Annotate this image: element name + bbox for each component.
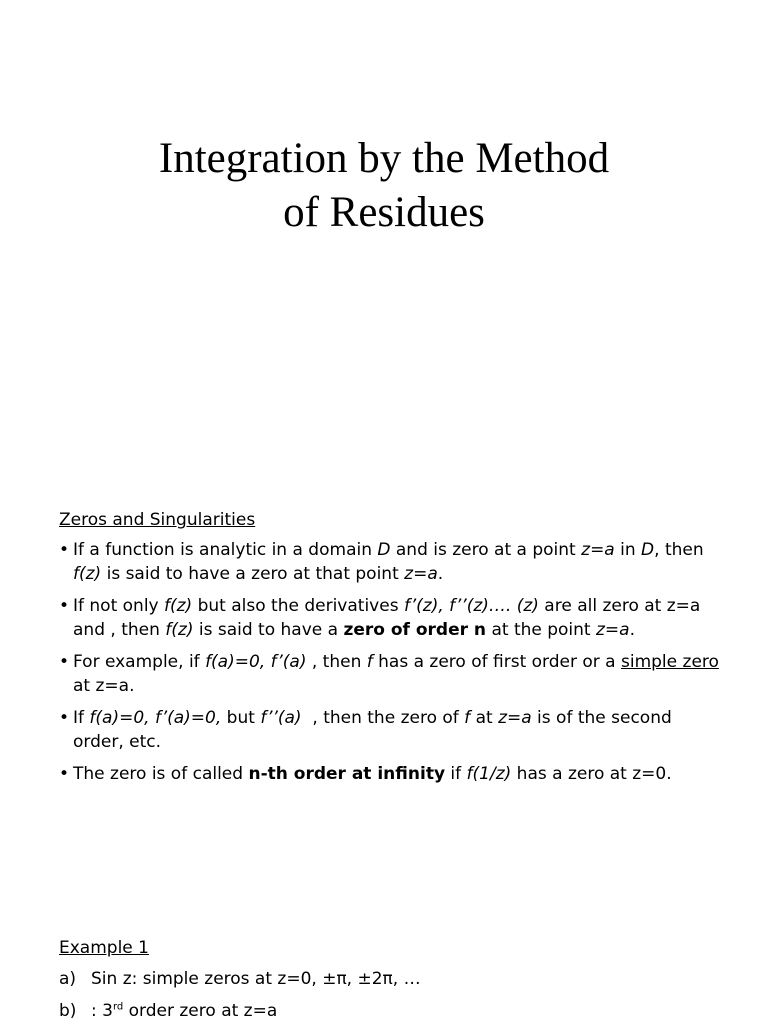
text: , then — [654, 540, 704, 560]
section-heading: Zeros and Singularities — [59, 510, 256, 530]
text: . — [437, 564, 444, 584]
text: are all zero at z=a and , then — [73, 596, 701, 640]
text: , then the zero of — [301, 708, 465, 728]
bold-term: zero of order n — [343, 620, 487, 640]
bullet-item — [59, 706, 719, 754]
example-text: Sin z: simple zeros at z=0, ±π, ±2π, … — [91, 969, 421, 989]
bullet-item — [59, 762, 719, 786]
bullet-item — [59, 594, 719, 642]
math-term: f(a)=0, f’(a) — [205, 652, 307, 672]
math-term: f’’(a) — [260, 708, 302, 728]
bullet-list — [59, 538, 719, 794]
text: order zero at z=a — [123, 1001, 278, 1021]
math-term: f — [464, 708, 471, 728]
title-line-1: Integration by the Method — [158, 135, 610, 182]
bullet-item — [59, 538, 719, 586]
text: , then — [306, 652, 367, 672]
text: but also the derivatives — [192, 596, 404, 616]
text: has a zero at z=0. — [511, 764, 672, 784]
example-item — [59, 967, 719, 991]
text: but — [221, 708, 261, 728]
text: The zero is of called — [73, 764, 249, 784]
text: If not only — [73, 596, 165, 616]
text: in — [614, 540, 642, 560]
math-term: z=a — [498, 708, 532, 728]
text: : 3 — [91, 1001, 113, 1021]
example-text — [91, 999, 277, 1023]
math-term: f — [366, 652, 373, 672]
math-term: D — [377, 540, 391, 560]
text: If a function is analytic in a domain — [73, 540, 378, 560]
superscript: rd — [112, 1001, 124, 1013]
title-line-2: of Residues — [283, 189, 485, 236]
text: and is zero at a point — [390, 540, 582, 560]
text: at — [470, 708, 499, 728]
text: is said to have a — [193, 620, 344, 640]
math-term: f(a)=0, f’(a)=0, — [89, 708, 222, 728]
math-term: z=a — [581, 540, 615, 560]
text: at z=a. — [73, 676, 135, 696]
math-term: z=a — [596, 620, 630, 640]
text: For example, if — [73, 652, 206, 672]
math-term: D — [641, 540, 655, 560]
example-item — [59, 999, 719, 1023]
math-term: f’(z), f’’(z)…. (z) — [403, 596, 539, 616]
text: if — [445, 764, 467, 784]
bullet-item — [59, 650, 719, 698]
text: is said to have a zero at that point — [101, 564, 405, 584]
title-slide — [0, 0, 768, 460]
slide-title — [0, 132, 768, 240]
text: at the point — [486, 620, 596, 640]
math-term: f(z) — [73, 564, 102, 584]
math-term: f(1/z) — [466, 764, 512, 784]
text: has a zero of first order or a — [372, 652, 621, 672]
example-list — [59, 967, 719, 1031]
math-term: z=a — [404, 564, 438, 584]
example-heading: Example 1 — [59, 938, 149, 958]
item-marker: a) — [59, 969, 77, 989]
underlined-term: simple zero — [621, 652, 719, 672]
text: . — [629, 620, 635, 640]
item-marker: b) — [59, 1001, 77, 1021]
text: If — [73, 708, 90, 728]
math-term: f(z) — [165, 620, 194, 640]
math-term: f(z) — [164, 596, 193, 616]
text: is of the second order, etc. — [73, 708, 672, 752]
content-slide — [0, 500, 768, 1024]
bold-term: n-th order at infinity — [248, 764, 446, 784]
